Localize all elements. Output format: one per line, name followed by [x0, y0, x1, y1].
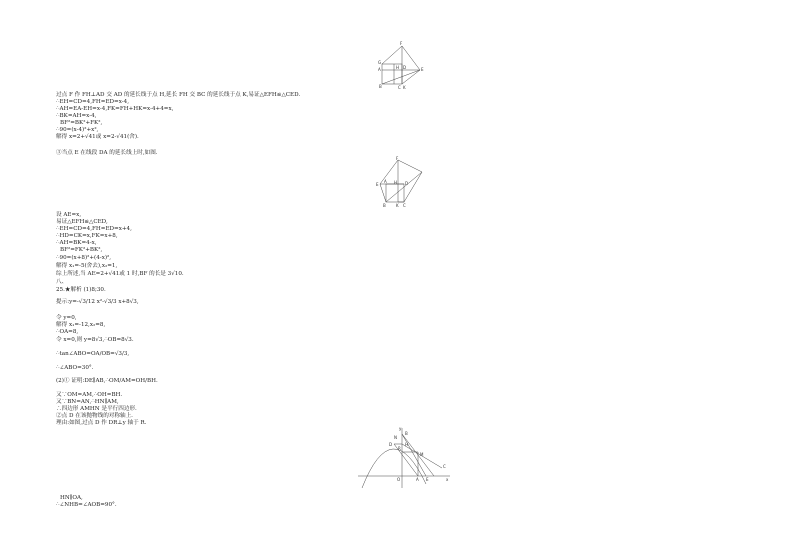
text-line: ∴四边形 AMHN 是平行四边形.	[56, 406, 137, 412]
fig1-label: C	[398, 85, 401, 90]
text-line: ②点 D 在该抛物线的对称轴上.	[56, 413, 133, 419]
fig1-label: A	[378, 67, 381, 72]
text-line: ∴OA=8,	[56, 329, 79, 335]
text-line: ∴EH=CD=4,FH=ED=x+4,	[56, 226, 132, 232]
text-line: BF²=BK²+FK²,	[60, 120, 103, 126]
text-line: ∴∠NHB=∠AOB=90°.	[56, 502, 117, 508]
text-line: 解得 x=2+√41或 x=2-√41(舍).	[56, 134, 139, 140]
fig3-label: B	[405, 431, 408, 436]
text-line: ∴90=(x+8)²+(4-x)²,	[56, 255, 112, 261]
fig2-label: C	[403, 203, 406, 208]
fig2-label: D	[405, 181, 409, 186]
figure-square-construction-1	[372, 40, 428, 90]
fig3-label: x	[446, 477, 449, 482]
text-line: ③当点 E 在线段 DA 的延长线上时,如图.	[56, 150, 158, 156]
text-line: 25.★解析 (1)8;30.	[56, 287, 106, 293]
fig2-label: H	[394, 180, 398, 185]
text-line: 令 x=0,则 y=8√3,∴OB=8√3.	[56, 337, 134, 343]
fig2-label: B	[383, 203, 386, 208]
text-line: ∴∠ABO=30°.	[56, 365, 94, 371]
text-line: ∴BK=AH=x-4,	[56, 113, 97, 119]
text-line: ∴HD=CK=x,FK=x+8,	[56, 233, 118, 239]
text-line: ∴AH=BK=4-x,	[56, 240, 97, 246]
fig3-label: O	[397, 477, 401, 482]
text-line: 易证△EFH≌△CED,	[56, 219, 108, 225]
text-line: ∴90=(x-4)²+x²,	[56, 127, 99, 133]
fig2-label: E	[376, 182, 379, 187]
fig3-label: N	[394, 435, 397, 440]
fig1-label: D	[403, 65, 407, 70]
fig2-label: F	[396, 156, 399, 161]
fig1-label: H	[396, 65, 400, 70]
text-line: ∴EH=CD=4,FH=ED=x-4,	[56, 99, 129, 105]
fig1-label: G	[378, 60, 382, 65]
figure-square-construction-2	[372, 156, 436, 208]
text-line: 又∵OM=AM,∴OH=BH.	[56, 392, 123, 398]
fig3-label: E	[426, 477, 429, 482]
fig3-label: H	[405, 442, 409, 447]
fig3-label: A	[416, 477, 419, 482]
fig2-label: K	[396, 203, 399, 208]
fig1-label: E	[421, 67, 424, 72]
fig1-label: K	[403, 85, 406, 90]
fig2-label: A	[384, 179, 387, 184]
text-line: ∴tan∠ABO=OA/OB=√3/3,	[56, 351, 130, 357]
text-line: 综上所述,当 AE=2+√41或 1 时,BF 的长是 3√10.	[56, 271, 184, 277]
fig3-label: M	[420, 452, 424, 457]
text-line: (2)① 证明:DE∥AB,∴OM/AM=OH/BH.	[56, 378, 158, 384]
text-line: 设 AE=x,	[56, 212, 82, 218]
fig1-label: B	[379, 84, 382, 89]
fig1-label: F	[400, 41, 403, 46]
text-line: 又∵BN=AN,∴HN∥AM,	[56, 399, 119, 405]
fig3-label: R	[398, 446, 401, 451]
fig3-label: C	[443, 464, 446, 469]
text-line: 解得 x₁=-5(舍去),x₂=1,	[56, 263, 118, 269]
fig3-label: D	[389, 442, 393, 447]
text-line: 提示:y=-√3/12 x²-√3/3 x+8√3,	[56, 299, 139, 305]
text-line: 八、	[56, 279, 68, 285]
text-line: 令 y=0,	[56, 315, 77, 321]
fig3-label: y	[399, 426, 402, 431]
text-line: 理由:如图,过点 D 作 DR⊥y 轴于 R.	[56, 420, 147, 426]
text-line: 过点 F 作 FH⊥AD 交 AD 的延长线于点 H,延长 FH 交 BC 的延长线于点 K,易证△EFH≌△CED.	[56, 92, 301, 98]
text-line: ∴AH=EA-EH=x-4,FK=FH+HK=x-4+4=x,	[56, 106, 174, 112]
text-line: 解得 x₁=-12,x₂=8,	[56, 322, 106, 328]
figure-parabola	[356, 426, 452, 490]
text-line: HN∥OA,	[60, 495, 83, 501]
text-line: BF²=FK²+BK²,	[60, 247, 103, 253]
